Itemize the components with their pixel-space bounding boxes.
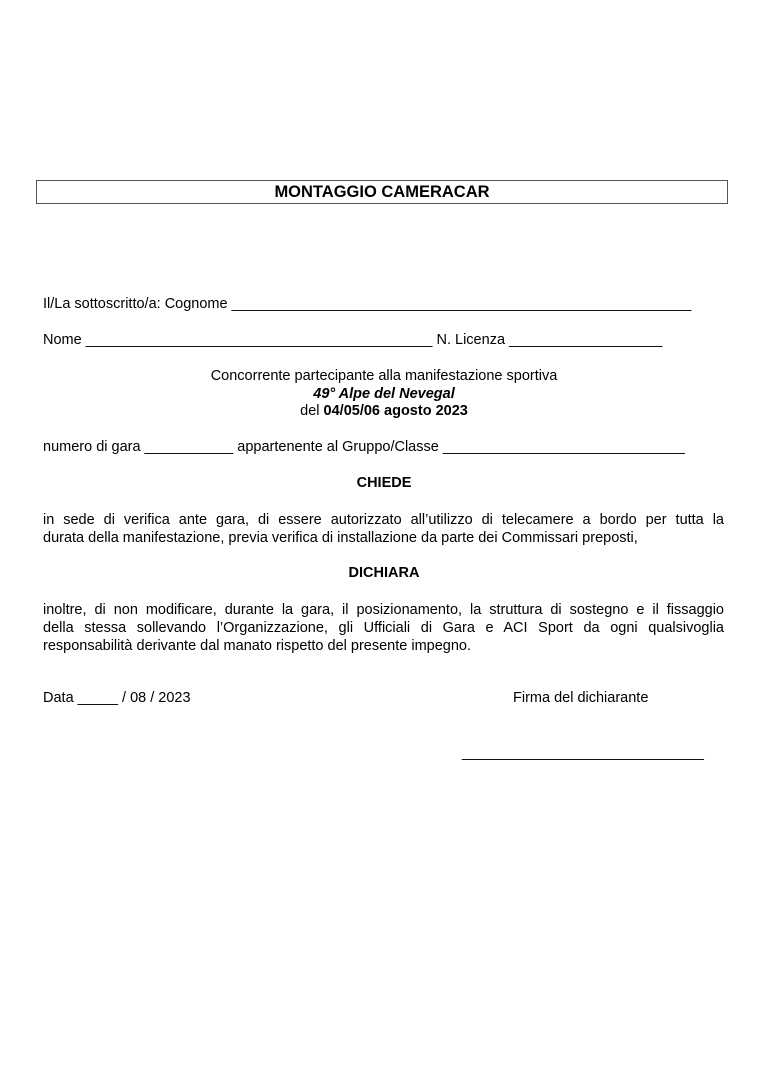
chiede-paragraph — [43, 511, 724, 547]
data-line: Data _____ / 08 / 2023 — [43, 690, 191, 706]
document-title: MONTAGGIO CAMERACAR — [36, 180, 728, 204]
event-date-prefix: del — [300, 403, 324, 419]
event-name: 49° Alpe del Nevegal — [313, 386, 455, 402]
firma-signature-line: ______________________________ — [462, 745, 704, 761]
dichiara-line-3: responsabilità derivante dal manato rispetto del presente impegno. — [43, 638, 472, 654]
event-intro: Concorrente partecipante alla manifestazione sportiva — [210, 368, 558, 384]
dichiara-heading: DICHIARA — [348, 565, 420, 581]
nome-licenza-line: Nome ___________________________________________ N. Licenza ___________________ — [43, 332, 663, 348]
dichiara-line-1: inoltre, di non modificare, durante la gara, il posizionamento, la struttura di sostegno e il fissaggio — [43, 602, 724, 618]
firma-label: Firma del dichiarante — [513, 690, 649, 706]
dichiara-line-2: della stessa sollevando l’Organizzazione, gli Ufficiali di Gara e ACI Sport da ogni qualsivoglia — [43, 620, 724, 636]
event-date-line — [0, 403, 768, 419]
chiede-line-1: in sede di verifica ante gara, di essere autorizzato all’utilizzo di telecamere a bordo per tutta la — [43, 512, 724, 528]
gara-line: numero di gara ___________ appartenente al Gruppo/Classe ______________________________ — [43, 439, 685, 455]
dichiara-paragraph — [43, 601, 724, 655]
cognome-line: Il/La sottoscritto/a: Cognome _________________________________________________________ — [43, 296, 692, 312]
event-date: 04/05/06 agosto 2023 — [323, 403, 468, 419]
chiede-heading: CHIEDE — [356, 475, 412, 491]
chiede-line-2: durata della manifestazione, previa verifica di installazione da parte dei Commissari preposti, — [43, 530, 638, 546]
